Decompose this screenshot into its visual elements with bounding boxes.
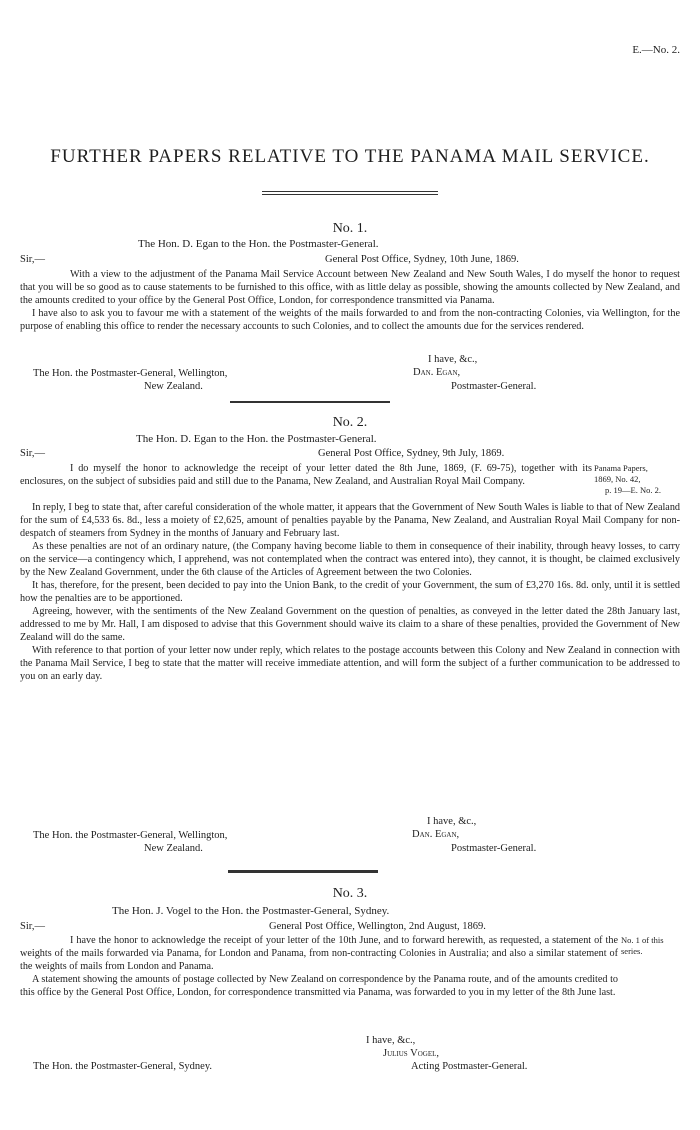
letter-2-number: No. 2. bbox=[332, 415, 368, 430]
paragraph: Agreeing, however, with the sentiments of the New Zealand Government on the question of penalties, as conveyed in the letter dated the 28th January last, addressed to me by Mr. Hall, I am disposed to advise that this Government should waive its claim to a share of these penalties, provided the Government of New Zealand will do the same. bbox=[20, 606, 680, 643]
margin-note-line: No. 1 of this bbox=[621, 935, 664, 945]
paragraph: As these penalties are not of an ordinary nature, (the Company having become liable to them in consequence of their inability, through heavy losses, to carry on the service—a contingency which, I apprehend, was not contemplated when the contract was entered into), they cannot, it is thought, be claimed exclusively by the New Zealand Government, under the 6th clause of the Articles of Agreement between the two Colonies. bbox=[20, 541, 680, 578]
letter-2-addressee: The Hon. the Postmaster-General, Wellington, bbox=[33, 830, 228, 841]
letter-3-signature: Julius Vogel, bbox=[383, 1048, 440, 1059]
letter-2-margin-note bbox=[594, 463, 661, 496]
paragraph: With a view to the adjustment of the Panama Mail Service Account between New Zealand and New South Wales, I do myself the honor to request that you will be so good as to cause statements to be furnished to this office, with as little delay as possible, showing the amounts collected by New Zealand, and the amounts credited to your office by the General Post Office, London, for correspondence transmitted via Panama. bbox=[20, 269, 680, 306]
letter-2-body-continued bbox=[20, 501, 680, 683]
letter-1-addressee: The Hon. the Postmaster-General, Wellington, bbox=[33, 368, 228, 379]
document-reference: E.—No. 2. bbox=[632, 44, 680, 56]
letter-divider bbox=[230, 401, 390, 403]
letter-3-heading: The Hon. J. Vogel to the Hon. the Postmaster-General, Sydney. bbox=[112, 905, 390, 917]
paragraph: It has, therefore, for the present, been decided to pay into the Union Bank, to the credit of your Government, the sum of £3,270 16s. 8d. only, until it is settled how the penalties are to be apportioned. bbox=[20, 580, 680, 604]
paragraph: I have the honor to acknowledge the receipt of your letter of the 10th June, and to forward herewith, as requested, a statement of the weights of the mails forwarded via Panama, for London and Panama, from non-contracting Colonies in Australia; and also a similar statement of the weights of mails from London and Panama. bbox=[20, 935, 618, 972]
letter-1-signature: Dan. Egan, bbox=[413, 367, 461, 378]
letter-1-salutation: Sir,— bbox=[20, 254, 45, 265]
margin-note-line: p. 19—E. No. 2. bbox=[605, 485, 661, 495]
title-divider bbox=[262, 191, 438, 195]
margin-note-line: 1869, No. 42, bbox=[594, 474, 641, 484]
letter-1-place-date: General Post Office, Sydney, 10th June, 1869. bbox=[325, 254, 519, 265]
letter-3-signature-title: Acting Postmaster-General. bbox=[411, 1061, 528, 1072]
letter-1-heading: The Hon. D. Egan to the Hon. the Postmaster-General. bbox=[138, 238, 379, 250]
paragraph: I have also to ask you to favour me with a statement of the weights of the mails forwarded to and from the non-contracting Colonies, via Wellington, for the purpose of enabling this office to render the necessary accounts to such Colonies, and to collect the amounts due for the services rendered. bbox=[20, 308, 680, 332]
letter-3-closing: I have, &c., bbox=[366, 1035, 416, 1046]
letter-1-body bbox=[20, 268, 680, 333]
letter-2-place-date: General Post Office, Sydney, 9th July, 1869. bbox=[318, 448, 505, 459]
letter-2-closing: I have, &c., bbox=[427, 816, 477, 827]
letter-3-salutation: Sir,— bbox=[20, 921, 45, 932]
paragraph: With reference to that portion of your letter now under reply, which relates to the postage accounts between this Colony and New Zealand in connection with the Panama Mail Service, I beg to state that the matter will receive immediate attention, and will form the subject of a further communication to be addressed to you on an early day. bbox=[20, 645, 680, 682]
letter-3-place-date: General Post Office, Wellington, 2nd August, 1869. bbox=[269, 921, 486, 932]
letter-3-margin-note bbox=[621, 935, 664, 957]
letter-divider bbox=[228, 870, 378, 873]
letter-3-addressee: The Hon. the Postmaster-General, Sydney. bbox=[33, 1061, 213, 1072]
letter-1-signature-title: Postmaster-General. bbox=[451, 381, 537, 392]
paragraph: In reply, I beg to state that, after careful consideration of the whole matter, it appears that the Government of New South Wales is liable to that of New Zealand for the sum of £4,533 6s. 8d., less a moiety of £2,625, amount of penalties payable by the Panama, New Zealand, and Australian Royal Mail Company for non-despatch of steamers from Sydney in the months of January and February last. bbox=[20, 502, 681, 539]
margin-note-line: series. bbox=[621, 946, 643, 956]
margin-note-line: Panama Papers, bbox=[594, 463, 648, 473]
letter-2-heading: The Hon. D. Egan to the Hon. the Postmaster-General. bbox=[136, 433, 377, 445]
letter-2-salutation: Sir,— bbox=[20, 448, 45, 459]
letter-2-signature-title: Postmaster-General. bbox=[451, 843, 537, 854]
letter-2-body bbox=[20, 462, 592, 488]
letter-1-closing: I have, &c., bbox=[428, 354, 478, 365]
letter-2-signature: Dan. Egan, bbox=[412, 829, 460, 840]
page-title: FURTHER PAPERS RELATIVE TO THE PANAMA MAIL SERVICE. bbox=[50, 146, 650, 167]
letter-1-addressee-line2: New Zealand. bbox=[144, 381, 203, 392]
letter-2-addressee-line2: New Zealand. bbox=[144, 843, 203, 854]
paragraph: A statement showing the amounts of postage collected by New Zealand on correspondence by the Panama route, and of the amounts credited to this office by the General Post Office, London, for correspondence transmitted via Panama, was forwarded to you in my letter of the 8th June last. bbox=[20, 974, 618, 998]
paragraph: I do myself the honor to acknowledge the receipt of your letter dated the 8th June, 1869, (F. 69-75), together with its enclosures, on the subject of subsidies paid and still due to the Panama, New Zealand, and Australian Royal Mail Company. bbox=[20, 463, 592, 487]
letter-3-body bbox=[20, 934, 618, 999]
letter-1-number: No. 1. bbox=[332, 221, 368, 236]
letter-3-number: No. 3. bbox=[332, 886, 368, 901]
